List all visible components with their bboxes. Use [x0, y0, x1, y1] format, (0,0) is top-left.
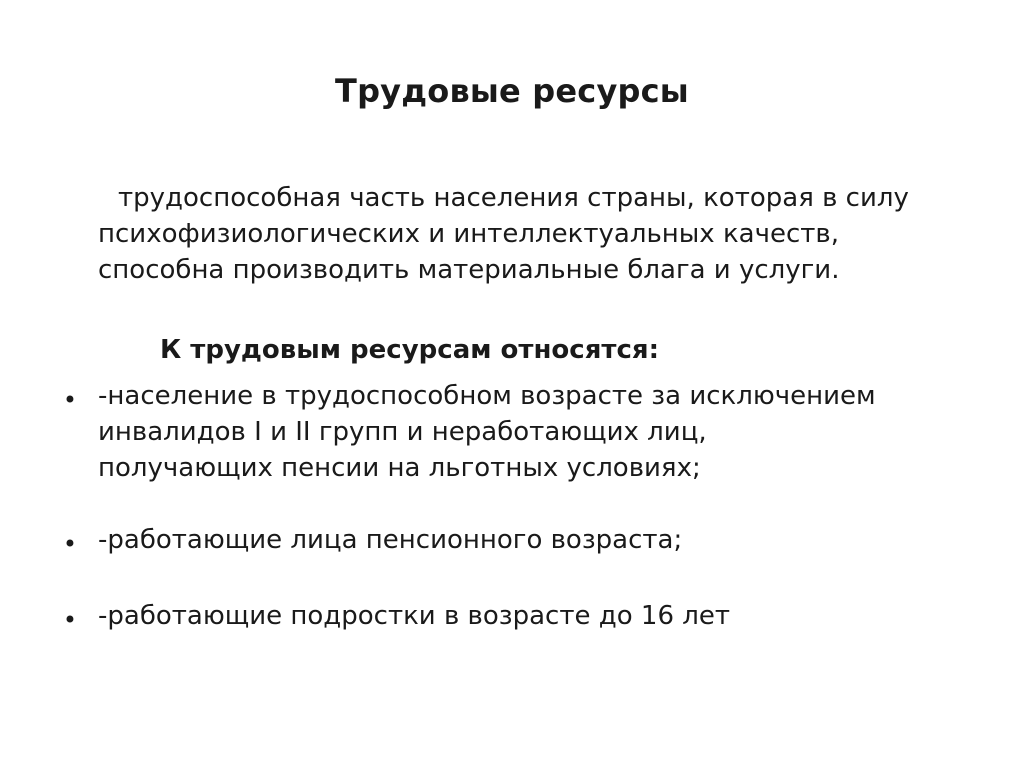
slide-title: Трудовые ресурсы	[335, 72, 689, 110]
list-item	[0, 378, 1024, 488]
definition-line: трудоспособная часть населения страны, которая в силу	[118, 183, 909, 213]
list-item-text: -население в трудоспособном возрасте за исключением инвалидов I и II групп и неработающих лиц, получающих пенсии на льготных условиях;	[98, 381, 876, 483]
list-heading: К трудовым ресурсам относятся:	[160, 335, 659, 365]
list-item-text: -работающие подростки в возрасте до 16 лет	[98, 601, 731, 631]
bullet-icon: •	[62, 386, 78, 414]
bullet-icon: •	[62, 530, 78, 558]
bullet-icon: •	[62, 606, 78, 634]
list-item	[0, 598, 1024, 638]
definition-line: психофизиологических и интеллектуальных качеств,	[98, 219, 839, 249]
list-item-text: -работающие лица пенсионного возраста;	[98, 525, 683, 555]
list-item	[0, 522, 1024, 562]
definition-line: способна производить материальные блага и услуги.	[98, 255, 840, 285]
definition-text	[98, 180, 978, 288]
